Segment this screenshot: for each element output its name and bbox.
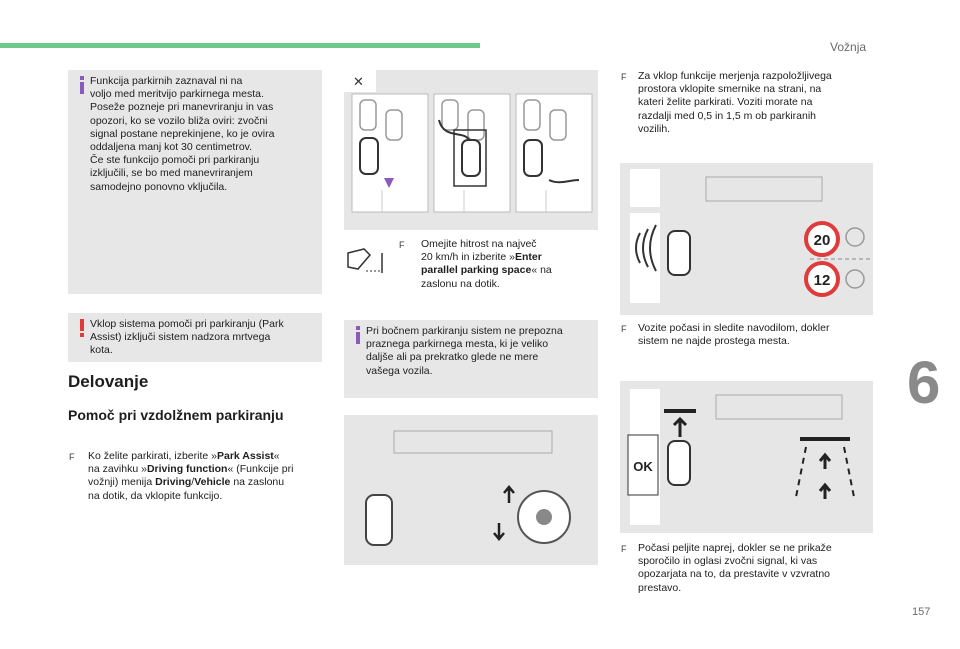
right-bullet-2: F (621, 324, 627, 334)
page-number: 157 (912, 606, 931, 618)
speed-bullet: F (399, 240, 405, 250)
park-assist-sensor-icon (344, 245, 390, 275)
info-note-text-2: Pri bočnem parkiranju sistem ne prepozna praznega parkirnega mesta, ki je veliko daljše ali pa prekratko glede ne mere vašega vozila. (366, 325, 563, 377)
info-icon (352, 326, 364, 344)
header-accent-bar (0, 43, 480, 48)
warning-note-box (68, 313, 322, 362)
steering-drawing (344, 415, 598, 565)
section-title: Vožnja (830, 40, 867, 54)
ok-illustration (620, 381, 873, 533)
move-forward-instruction: Počasi peljite naprej, dokler se ne prikaže sporočilo in oglasi zvočni signal, ki vas opozarjata na to, da prestavite v vzvratno prestavo. (638, 542, 832, 594)
warning-note-text: Vklop sistema pomoči pri parkiranju (Park Assist) izključi sistem nadzora mrtvega kota. (90, 318, 284, 357)
turn-signal-instruction: Za vklop funkcije merjenja razpoložljivega prostora vklopite smernike na strani, na kateri želite parkirati. Voziti morate na razdalji med 0,5 in 1,5 m ob parkiranih vozilih. (638, 70, 832, 135)
info-note-text: Funkcija parkirnih zaznaval ni na voljo med meritvijo parkirnega mesta. Poseže pozneje pri manevriranju in vas opozori, ko se vozilo bliža oviri: zvočni signal postane neprekinjene, ko je ovira oddaljena manj kot 30 centimetrov. Če ste funkcijo pomoči pri parkiranju izključili, se bo med manevriranjem samodejno ponovno vključila. (90, 75, 275, 193)
drive-slowly-instruction: Vozite počasi in sledite navodilom, dokler sistem ne najde prostega mesta. (638, 322, 830, 348)
chapter-number: 6 (907, 349, 941, 416)
measurement-drawing (620, 163, 873, 315)
parking-modes-drawing (344, 70, 598, 230)
speed-instruction-text: Omejite hitrost na največ 20 km/h in izberite »Enter parallel parking space« na zaslonu na dotik. (421, 238, 552, 290)
info-note-box (68, 70, 322, 294)
steering-illustration (344, 415, 598, 565)
right-bullet-1: F (621, 72, 627, 82)
info-note-box-2 (344, 320, 598, 398)
min-speed-sign: 12 (813, 272, 831, 289)
max-speed-sign: 20 (813, 232, 831, 249)
right-bullet-3: F (621, 544, 627, 554)
close-icon: ✕ (353, 74, 364, 89)
parking-modes-illustration (344, 70, 598, 230)
ok-label: OK (633, 459, 653, 474)
subsection-heading: Pomoč pri vzdolžnem parkiranju (68, 407, 284, 423)
step-bullet: F (69, 452, 75, 462)
step-text: Ko želite parkirati, izberite »Park Assist« na zavihku »Driving function« (Funkcije pri vožnji) menija Driving/Vehicle na zaslonu na dotik, da vklopite funkcijo. (88, 450, 294, 502)
section-heading: Delovanje (68, 372, 149, 391)
info-icon (76, 76, 88, 94)
warning-icon (76, 319, 88, 337)
ok-drawing (620, 381, 873, 533)
measurement-illustration (620, 163, 873, 315)
